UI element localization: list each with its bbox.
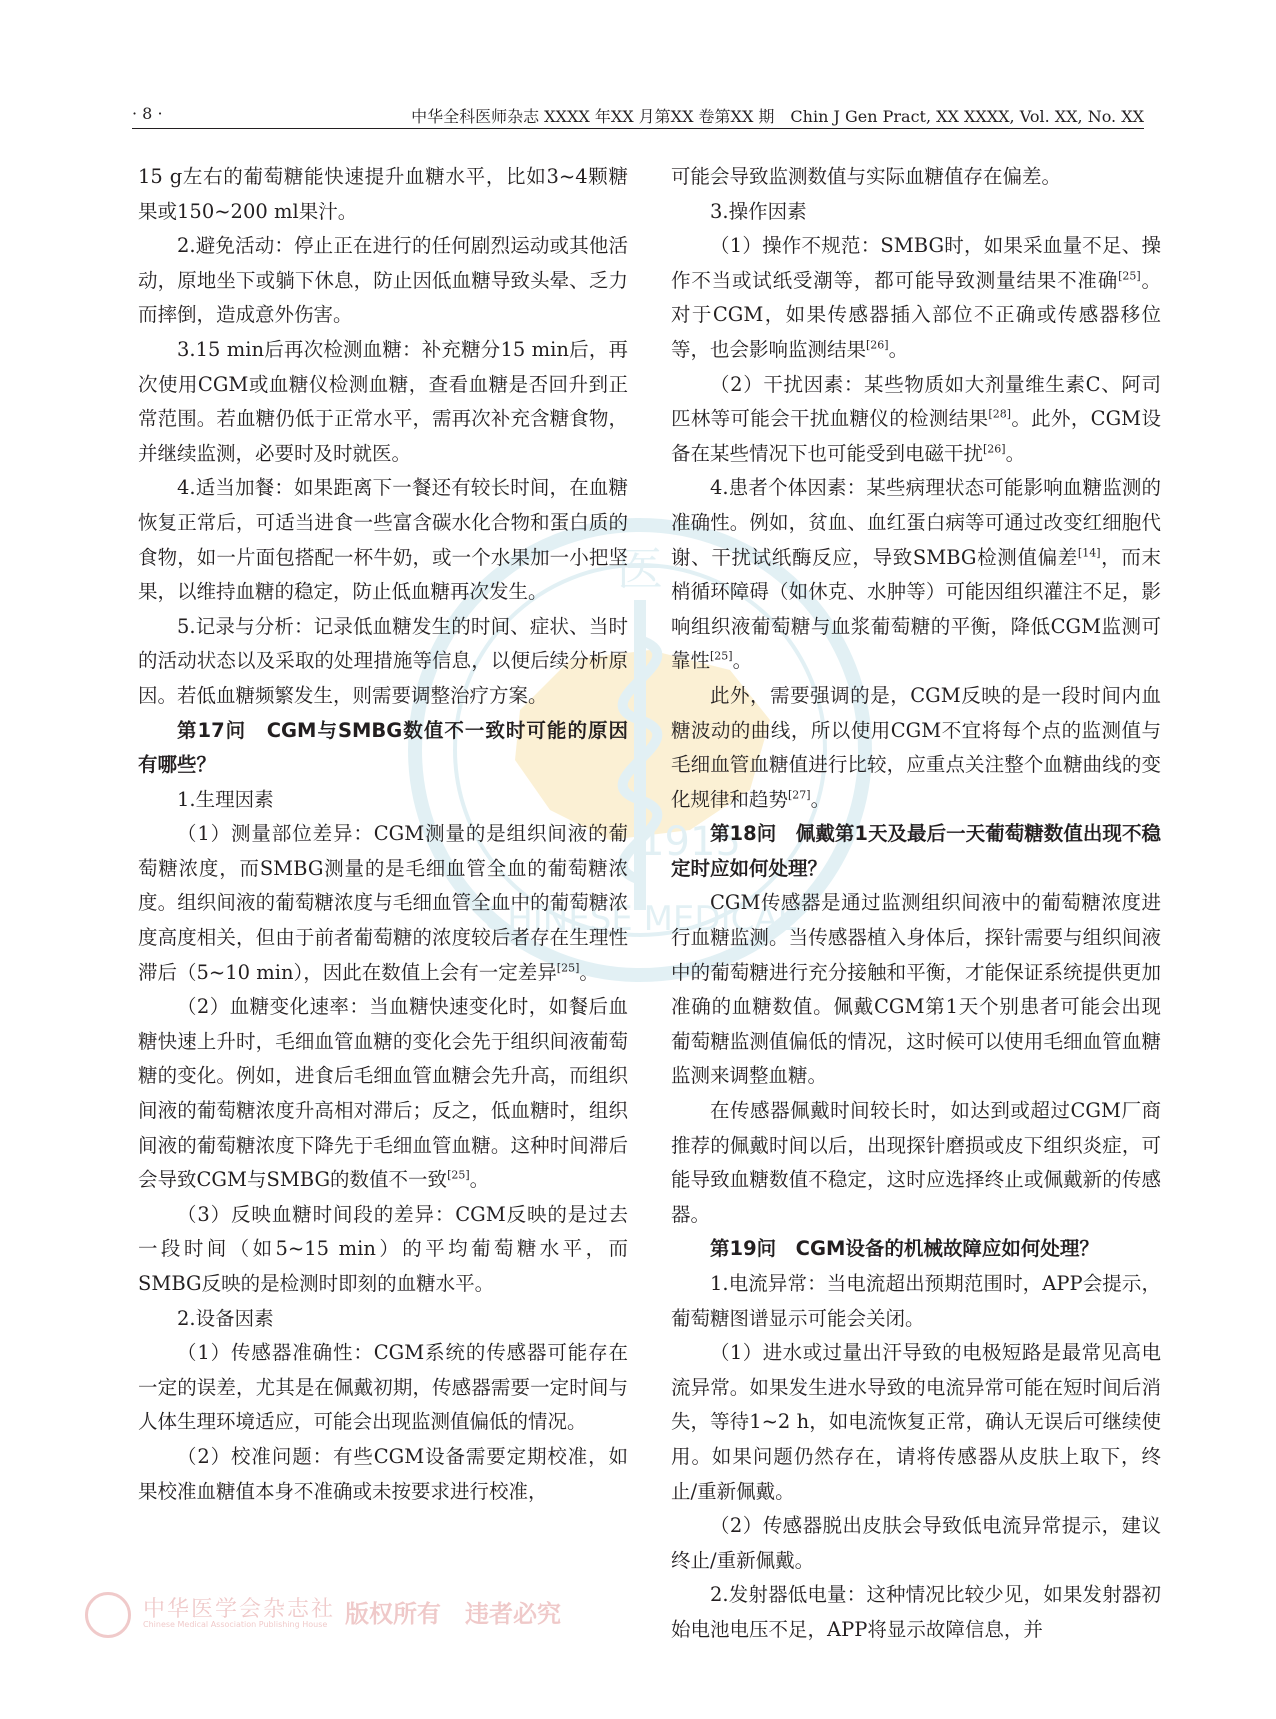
body-paragraph <box>671 471 1161 679</box>
body-paragraph <box>671 195 1161 230</box>
watermark-char: 医 <box>617 542 663 596</box>
text-run: 此外，需要强调的是，CGM反映的是一段时间内血糖波动的曲线，所以使用CGM不宜将每个点的监测值与毛细血管血糖值进行比较，应重点关注整个血糖曲线的变化规律和趋势 <box>671 683 1161 811</box>
text-run: ，而末梢循环障碍（如休克、水肿等）可能因组织灌注不足，影响组织液葡萄糖与血浆葡萄糖的平衡，降低CGM监测可靠性 <box>671 545 1161 673</box>
body-paragraph <box>671 1267 1161 1336</box>
text-run: 5.记录与分析：记录低血糖发生的时间、症状、当时的活动状态以及采取的处理措施等信息，以便后续分析原因。若低血糖频繁发生，则需要调整治疗方案。 <box>138 614 628 707</box>
section-question-heading <box>671 1232 1161 1267</box>
body-paragraph <box>671 886 1161 1094</box>
text-run: 。 <box>888 337 909 361</box>
text-run: 。 <box>810 787 831 811</box>
body-paragraph <box>138 471 628 609</box>
body-paragraph <box>138 1440 628 1509</box>
text-run: 1.生理因素 <box>177 787 274 811</box>
text-run: 第19问 CGM设备的机械故障应如何处理？ <box>710 1237 1099 1261</box>
text-run: （1）进水或过量出汗导致的电极短路是最常见高电流异常。如果发生进水导致的电流异常可能在短时间后消失，等待1~2 h，如电流恢复正常，确认无误后可继续使用。如果问题仍然存在，请将传感器从皮肤上取下，终止/重新佩戴。 <box>671 1341 1161 1503</box>
text-run: （2）传感器脱出皮肤会导致低电流异常提示，建议终止/重新佩戴。 <box>671 1514 1161 1572</box>
body-paragraph <box>138 333 628 471</box>
text-run: 。 <box>732 649 753 673</box>
body-paragraph <box>671 1094 1161 1232</box>
text-run: （1）操作不规范：SMBG时，如果采血量不足、操作不当或试纸受潮等，都可能导致测量结果不准确 <box>671 234 1161 292</box>
body-paragraph <box>138 1302 628 1337</box>
text-run: （1）测量部位差异：CGM测量的是组织间液的葡萄糖浓度，而SMBG测量的是毛细血管全血的葡萄糖浓度。组织间液的葡萄糖浓度与毛细血管全血中的葡萄糖浓度高度相关，但由于前者葡萄糖的浓度较后者存在生理性滞后（5~10 min），因此在数值上会有一定差异 <box>138 822 628 984</box>
body-paragraph <box>671 229 1161 367</box>
text-run: 。 <box>1005 441 1026 465</box>
citation-ref: [25] <box>710 649 733 663</box>
citation-ref: [26] <box>866 338 889 352</box>
page-number: · 8 · <box>132 104 163 123</box>
body-paragraph <box>138 160 628 229</box>
text-run: （1）传感器准确性：CGM系统的传感器可能存在一定的误差，尤其是在佩戴初期，传感器需要一定时间与人体生理环境适应，可能会出现监测值偏低的情况。 <box>138 1341 628 1434</box>
section-question-heading <box>138 714 628 783</box>
text-run: 可能会导致监测数值与实际血糖值存在偏差。 <box>671 165 1062 188</box>
text-run: 4.患者个体因素：某些病理状态可能影响血糖监测的准确性。例如，贫血、血红蛋白病等可通过改变红细胞代谢、干扰试纸酶反应，导致SMBG检测值偏差 <box>671 476 1161 569</box>
text-run: （2）校准问题：有些CGM设备需要定期校准，如果校准血糖值本身不准确或未按要求进行校准， <box>138 1444 628 1503</box>
body-paragraph <box>138 229 628 333</box>
text-run: 4.适当加餐：如果距离下一餐还有较长时间，在血糖恢复正常后，可适当进食一些富含碳水化合物和蛋白质的食物，如一片面包搭配一杯牛奶，或一个水果加一小把坚果，以维持血糖的稳定，防止低血糖再次发生。 <box>138 476 628 604</box>
publisher-seal-icon <box>85 1592 131 1638</box>
text-run: 第17问 CGM与SMBG数值不一致时可能的原因有哪些？ <box>138 718 628 777</box>
journal-running-head: 中华全科医师杂志 XXXX 年XX 月第XX 卷第XX 期 Chin J Gen Pract, XX XXXX, Vol. XX, No. XX <box>411 107 1144 126</box>
copyright-slogan: 版权所有 违者必究 <box>345 1599 561 1628</box>
section-question-heading <box>671 817 1161 886</box>
running-header <box>132 98 1144 129</box>
text-run: 3.15 min后再次检测血糖：补充糖分15 min后，再次使用CGM或血糖仪检测血糖，查看血糖是否回升到正常范围。若血糖仍低于正常水平，需再次补充含糖食物，并继续监测，必要时及时就医。 <box>138 337 628 465</box>
text-run: 在传感器佩戴时间较长时，如达到或超过CGM厂商推荐的佩戴时间以后，出现探针磨损或皮下组织炎症，可能导致血糖数值不稳定，这时应选择终止或佩戴新的传感器。 <box>671 1099 1161 1226</box>
text-run: （2）血糖变化速率：当血糖快速变化时，如餐后血糖快速上升时，毛细血管血糖的变化会先于组织间液葡萄糖的变化。例如，进食后毛细血管血糖会先升高，而组织间液的葡萄糖浓度升高相对滞后；反之，低血糖时，组织间液的葡萄糖浓度下降先于毛细血管血糖。这种时间滞后会导致CGM与SMBG的数值不一致 <box>138 995 628 1192</box>
body-paragraph <box>671 160 1161 195</box>
text-run: 。 <box>469 1168 490 1192</box>
body-paragraph <box>671 679 1161 817</box>
text-run: CGM传感器是通过监测组织间液中的葡萄糖浓度进行血糖监测。当传感器植入身体后，探针需要与组织间液中的葡萄糖进行充分接触和平衡，才能保证系统提供更加准确的血糖数值。佩戴CGM第1天个别患者可能会出现葡萄糖监测值偏低的情况，这时候可以使用毛细血管血糖监测来调整血糖。 <box>671 891 1161 1088</box>
watermark-year: 1915 <box>639 819 741 865</box>
citation-ref: [27] <box>788 788 811 802</box>
body-paragraph <box>138 1198 628 1302</box>
publisher-name-en: Chinese Medical Association Publishing House <box>143 1620 328 1629</box>
body-paragraph <box>138 610 628 714</box>
text-run: 第18问 佩戴第1天及最后一天葡萄糖数值出现不稳定时应如何处理？ <box>671 822 1161 880</box>
left-column <box>138 160 628 1509</box>
citation-ref: [25] <box>556 961 580 975</box>
body-paragraph <box>138 783 628 818</box>
text-run: 。对于CGM，如果传感器插入部位不正确或传感器移位等，也会影响监测结果 <box>671 268 1161 361</box>
citation-ref: [25] <box>1118 269 1141 283</box>
publisher-name: 中华医学会杂志社 <box>143 1597 336 1622</box>
text-run: （2）干扰因素：某些物质如大剂量维生素C、阿司匹林等可能会干扰血糖仪的检测结果 <box>671 372 1161 431</box>
right-column <box>671 160 1161 1648</box>
body-paragraph <box>671 1509 1161 1578</box>
text-run: 1.电流异常：当电流超出预期范围时，APP会提示，葡萄糖图谱显示可能会关闭。 <box>671 1272 1161 1330</box>
citation-ref: [28] <box>988 407 1011 421</box>
text-run: 2.发射器低电量：这种情况比较少见，如果发射器初始电池电压不足，APP将显示故障信息，并 <box>671 1583 1161 1641</box>
text-run: 。此外，CGM设备在某些情况下也可能受到电磁干扰 <box>671 407 1161 465</box>
citation-ref: [26] <box>983 442 1006 456</box>
citation-ref: [14] <box>1077 546 1101 560</box>
body-paragraph <box>138 817 628 990</box>
text-run: 3.操作因素 <box>710 199 807 223</box>
text-run: （3）反映血糖时间段的差异：CGM反映的是过去一段时间（如5~15 min）的平均葡萄糖水平，而SMBG反映的是检测时即刻的血糖水平。 <box>138 1202 628 1295</box>
text-run: 2.设备因素 <box>177 1306 274 1330</box>
body-paragraph <box>138 1336 628 1440</box>
citation-ref: [25] <box>447 1168 470 1182</box>
text-run: 2.避免活动：停止正在进行的任何剧烈运动或其他活动，原地坐下或躺下休息，防止因低血糖导致头晕、乏力而摔倒，造成意外伤害。 <box>138 234 628 327</box>
body-paragraph <box>671 368 1161 472</box>
body-paragraph <box>138 990 628 1198</box>
text-run: 。 <box>579 960 599 984</box>
body-paragraph <box>671 1578 1161 1647</box>
text-run: 15 g左右的葡萄糖能快速提升血糖水平，比如3~4颗糖果或150~200 ml果汁。 <box>138 165 628 223</box>
body-paragraph <box>671 1336 1161 1509</box>
publisher-watermark-logo <box>85 1588 585 1638</box>
watermark-latin: CHINESE MEDICAL <box>483 899 797 939</box>
